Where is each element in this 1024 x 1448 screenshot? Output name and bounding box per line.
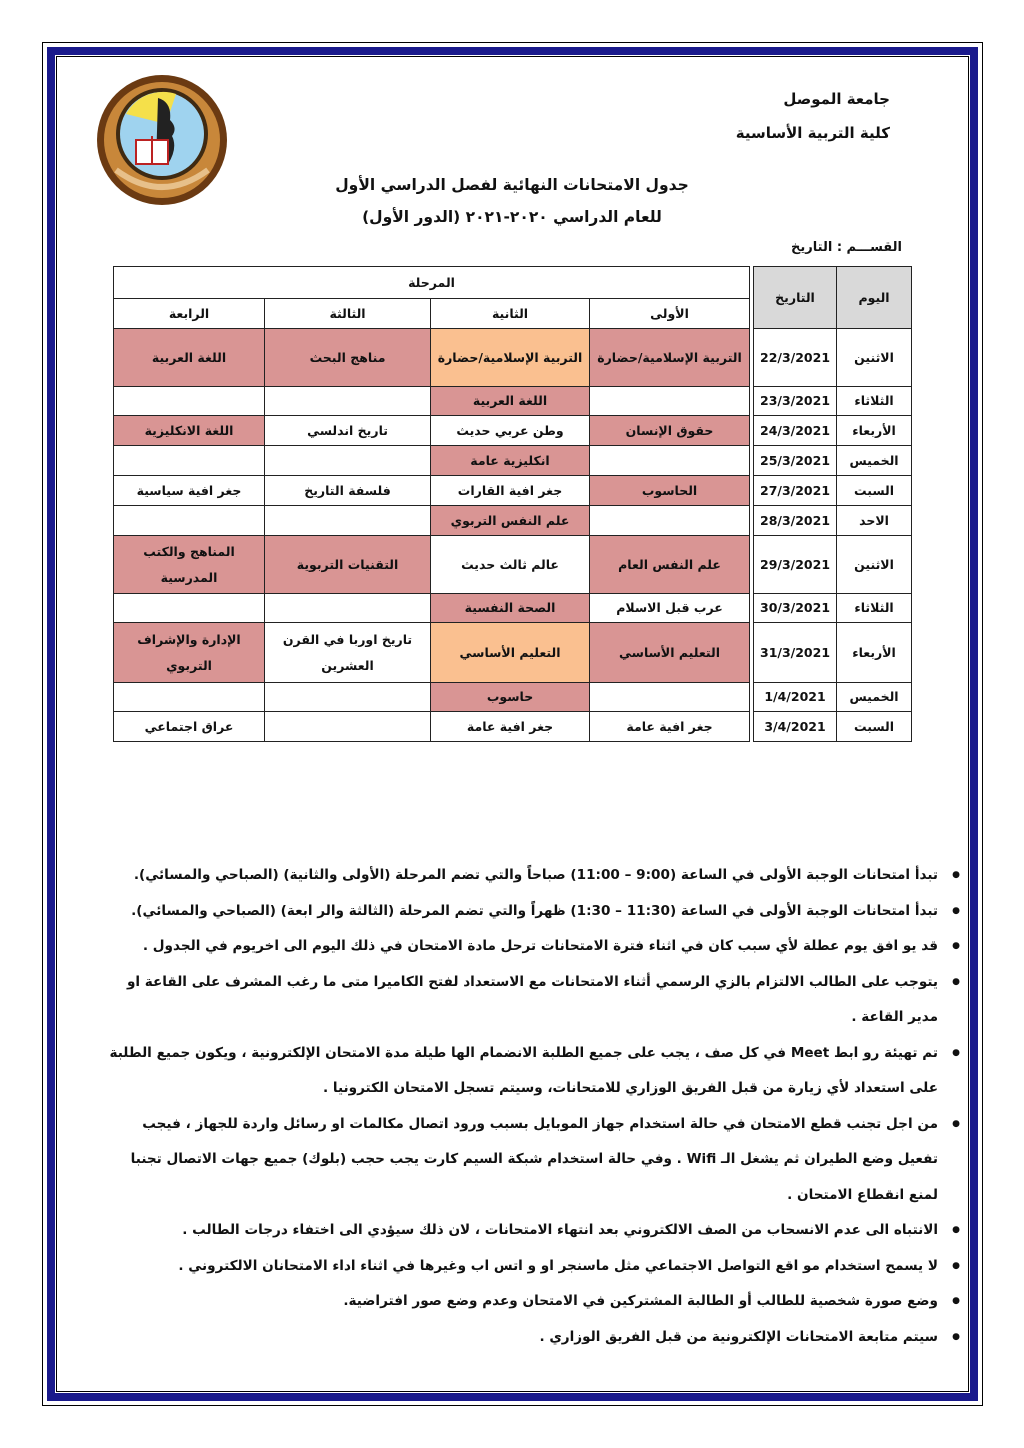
day-cell: السبت <box>837 476 912 506</box>
table-row <box>114 536 912 594</box>
subject-cell-stage-4 <box>114 506 265 536</box>
subject-cell-stage-2: جغر افية القارات <box>431 476 590 506</box>
subject-cell-stage-1: عرب قبل الاسلام <box>590 594 750 623</box>
date-cell: 30/3/2021 <box>754 594 837 623</box>
document-title: جدول الامتحانات النهائية لفصل الدراسي الأول <box>335 176 689 194</box>
document-subtitle: للعام الدراسي ٢٠٢٠-٢٠٢١ (الدور الأول) <box>362 208 662 226</box>
table-row <box>114 623 912 683</box>
subject-cell-stage-2: وطن عربي حديث <box>431 416 590 446</box>
header-stage-2: الثانية <box>431 299 590 329</box>
column-gap <box>750 476 754 506</box>
subject-cell-stage-4: الإدارة والإشراف التربوي <box>114 623 265 683</box>
exam-schedule-table <box>113 266 912 742</box>
date-cell: 25/3/2021 <box>754 446 837 476</box>
college-name: كلية التربية الأساسية <box>735 124 890 142</box>
department-label: القســـم : التاريخ <box>791 240 902 255</box>
subject-cell-stage-1: علم النفس العام <box>590 536 750 594</box>
header-stage: المرحلة <box>114 267 750 299</box>
subject-cell-stage-3 <box>265 506 431 536</box>
column-gap <box>750 387 754 416</box>
subject-cell-stage-1: جغر افية عامة <box>590 712 750 742</box>
header-stage-3: الثالثة <box>265 299 431 329</box>
subject-cell-stage-3: تاريخ اندلسي <box>265 416 431 446</box>
instruction-item: ● قد يو افق يوم عطلة لأي سبب كان في اثناء فترة الامتحانات ترحل مادة الامتحان في ذلك اليوم الى اخريوم في الجدول . <box>100 929 938 965</box>
subject-cell-stage-4 <box>114 387 265 416</box>
table-row <box>114 476 912 506</box>
subject-cell-stage-2: التربية الإسلامية/حضارة <box>431 329 590 387</box>
header-day: اليوم <box>837 267 912 329</box>
subject-cell-stage-4 <box>114 594 265 623</box>
subject-cell-stage-1: التربية الإسلامية/حضارة <box>590 329 750 387</box>
header-stage-4: الرابعة <box>114 299 265 329</box>
subject-cell-stage-4: اللغة العربية <box>114 329 265 387</box>
subject-cell-stage-2: التعليم الأساسي <box>431 623 590 683</box>
table-row <box>114 446 912 476</box>
day-cell: الخميس <box>837 683 912 712</box>
subject-cell-stage-3 <box>265 446 431 476</box>
column-gap <box>750 446 754 476</box>
instruction-item: ● تبدأ امتحانات الوجبة الأولى في الساعة (9:00 – 11:00) صباحاً والتي تضم المرحلة (الأولى والثانية) (الصباحي والمسائي). <box>100 858 938 894</box>
day-cell: الثلاثاء <box>837 594 912 623</box>
subject-cell-stage-1 <box>590 506 750 536</box>
subject-cell-stage-3 <box>265 712 431 742</box>
instruction-item: ● من اجل تجنب قطع الامتحان في حالة استخدام جهاز الموبايل بسبب ورود اتصال مكالمات او رسائل واردة للجهاز ، فيجب تفعيل وضع الطيران ثم يشغل الـ Wifi . وفي حالة استخدام شبكة السيم كارت يجب حجب (بلوك) جميع جهات الاتصال تجنبا لمنع انقطاع الامتحان . <box>100 1107 938 1214</box>
subject-cell-stage-4: المناهج والكتب المدرسية <box>114 536 265 594</box>
date-cell: 27/3/2021 <box>754 476 837 506</box>
date-cell: 29/3/2021 <box>754 536 837 594</box>
subject-cell-stage-1 <box>590 387 750 416</box>
subject-cell-stage-1: التعليم الأساسي <box>590 623 750 683</box>
subject-cell-stage-3: مناهج البحث <box>265 329 431 387</box>
table-row <box>114 416 912 446</box>
subject-cell-stage-3: تاريخ اوربا في القرن العشرين <box>265 623 431 683</box>
instruction-item: ● تبدأ امتحانات الوجبة الأولى في الساعة (11:30 – 1:30) ظهراً والتي تضم المرحلة (الثالثة والر ابعة) (الصباحي والمسائي). <box>100 894 938 930</box>
column-gap <box>750 623 754 683</box>
subject-cell-stage-1: حقوق الإنسان <box>590 416 750 446</box>
subject-cell-stage-4: اللغة الانكليزية <box>114 416 265 446</box>
subject-cell-stage-1: الحاسوب <box>590 476 750 506</box>
subject-cell-stage-1 <box>590 683 750 712</box>
subject-cell-stage-4 <box>114 683 265 712</box>
header-date: التاريخ <box>754 267 837 329</box>
date-cell: 23/3/2021 <box>754 387 837 416</box>
day-cell: الاثنين <box>837 329 912 387</box>
subject-cell-stage-3 <box>265 683 431 712</box>
exam-instructions-list <box>100 858 960 1355</box>
date-cell: 22/3/2021 <box>754 329 837 387</box>
table-row <box>114 683 912 712</box>
instruction-item: ● لا يسمح استخدام مو اقع التواصل الاجتماعي مثل ماسنجر او و اتس اب وغيرها في اثناء اداء الامتحانان الالكتروني . <box>100 1249 938 1285</box>
subject-cell-stage-3: فلسفة التاريخ <box>265 476 431 506</box>
column-gap <box>750 536 754 594</box>
header-stage-1: الأولى <box>590 299 750 329</box>
day-cell: الاحد <box>837 506 912 536</box>
subject-cell-stage-2: انكليزية عامة <box>431 446 590 476</box>
instruction-item: ● الانتباه الى عدم الانسحاب من الصف الالكتروني بعد انتهاء الامتحانات ، لان ذلك سيؤدي الى اختفاء درجات الطالب . <box>100 1213 938 1249</box>
table-row <box>114 712 912 742</box>
subject-cell-stage-3 <box>265 594 431 623</box>
subject-cell-stage-3 <box>265 387 431 416</box>
day-cell: الثلاثاء <box>837 387 912 416</box>
subject-cell-stage-4: عراق اجتماعي <box>114 712 265 742</box>
date-cell: 31/3/2021 <box>754 623 837 683</box>
column-gap <box>750 506 754 536</box>
table-row <box>114 387 912 416</box>
subject-cell-stage-2: الصحة النفسية <box>431 594 590 623</box>
date-cell: 1/4/2021 <box>754 683 837 712</box>
subject-cell-stage-1 <box>590 446 750 476</box>
date-cell: 3/4/2021 <box>754 712 837 742</box>
day-cell: الخميس <box>837 446 912 476</box>
column-gap <box>750 329 754 387</box>
table-row <box>114 329 912 387</box>
subject-cell-stage-2: حاسوب <box>431 683 590 712</box>
column-gap <box>750 594 754 623</box>
day-cell: السبت <box>837 712 912 742</box>
university-name: جامعة الموصل <box>783 90 890 108</box>
day-cell: الأربعاء <box>837 623 912 683</box>
date-cell: 28/3/2021 <box>754 506 837 536</box>
subject-cell-stage-2: علم النفس التربوي <box>431 506 590 536</box>
column-gap <box>750 712 754 742</box>
instruction-item: ● يتوجب على الطالب الالتزام بالزي الرسمي أثناء الامتحانات مع الاستعداد لفتح الكاميرا متى ما رغب المشرف على القاعة او مدير القاعة . <box>100 965 938 1036</box>
column-gap <box>750 416 754 446</box>
subject-cell-stage-2: اللغة العربية <box>431 387 590 416</box>
table-row <box>114 506 912 536</box>
date-cell: 24/3/2021 <box>754 416 837 446</box>
day-cell: الاثنين <box>837 536 912 594</box>
day-cell: الأربعاء <box>837 416 912 446</box>
column-gap <box>750 683 754 712</box>
subject-cell-stage-2: عالم ثالث حديث <box>431 536 590 594</box>
instruction-item: ● سيتم متابعة الامتحانات الإلكترونية من قبل الفريق الوزاري . <box>100 1320 938 1356</box>
subject-cell-stage-3: التقنيات التربوية <box>265 536 431 594</box>
instruction-item: ● تم تهيئة رو ابط Meet في كل صف ، يجب على جميع الطلبة الانضمام الها طيلة مدة الامتحان الإلكترونية ، ويكون جميع الطلبة على استعداد لأي زيارة من قبل الفريق الوزاري للامتحانات، وسيتم تسجل الامتحان الكترونيا . <box>100 1036 938 1107</box>
subject-cell-stage-2: جغر افية عامة <box>431 712 590 742</box>
subject-cell-stage-4: جغر افية سياسية <box>114 476 265 506</box>
instruction-item: ● وضع صورة شخصية للطالب أو الطالبة المشتركين في الامتحان وعدم وضع صور افتراضية. <box>100 1284 938 1320</box>
subject-cell-stage-4 <box>114 446 265 476</box>
table-row <box>114 594 912 623</box>
